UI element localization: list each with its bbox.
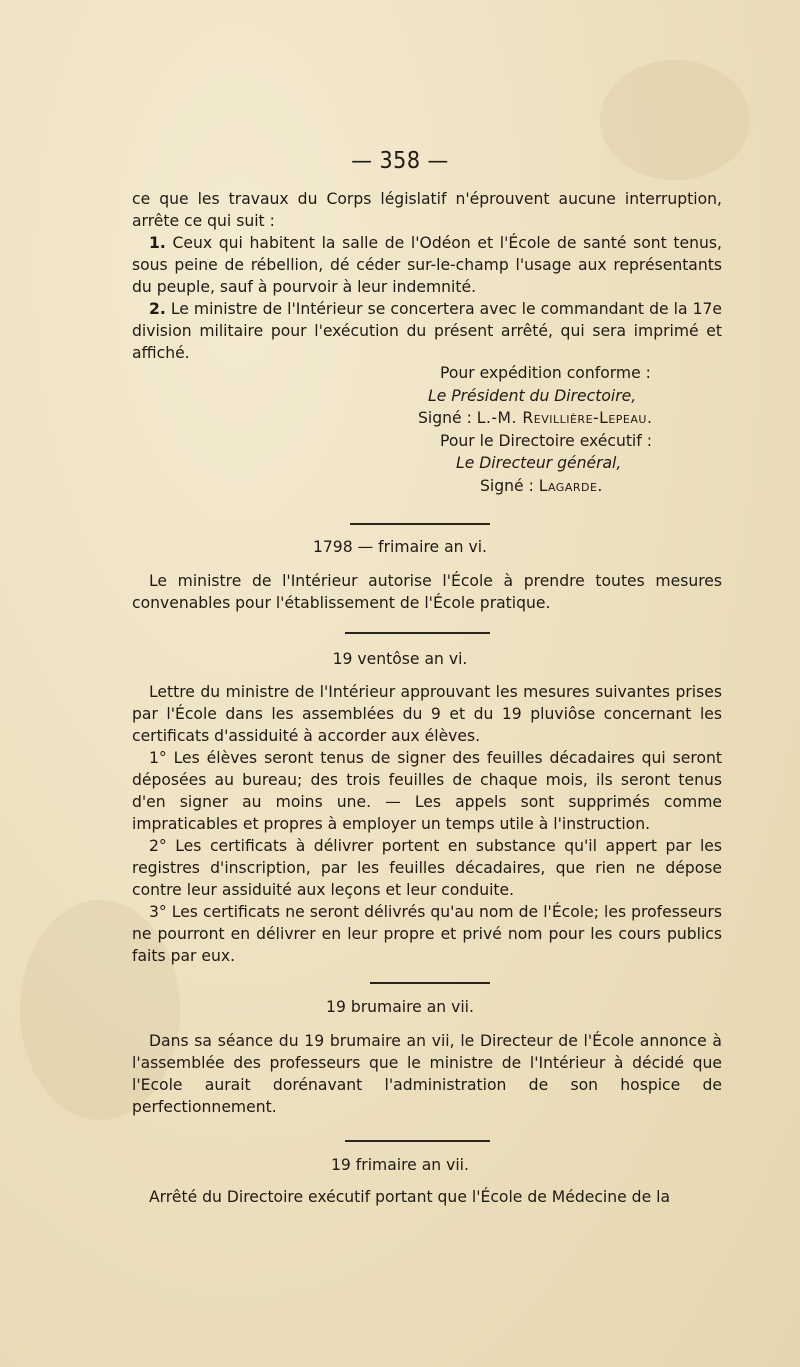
sig-line-6 [0,475,800,498]
paragraph-lettre-ministre: Lettre du ministre de l'Intérieur approuvant les mesures suivantes prises par l'École dans les assemblées du 9 et du 19 pluviôse concernant les certificats d'assiduité à accorder aux élèves. [132,683,722,745]
sig-name-lagarde: Lagarde. [538,476,603,495]
paragraph-frimaire-vi: Le ministre de l'Intérieur autorise l'École à prendre toutes mesures convenables pour l'établissement de l'École pratique. [132,572,722,612]
section-divider [350,523,490,525]
sig-prefix: Signé : [480,476,539,495]
paragraph-item-3: 3° Les certificats ne seront délivrés qu'au nom de l'École; les professeurs ne pourront en délivrer en leur propre et privé nom pour les cours publics faits par eux. [132,903,722,965]
sig-line-1: Pour expédition conforme : [440,364,651,382]
paragraph-item-2: 2° Les certificats à délivrer portent en substance qu'il appert par les registres d'inscription, par les feuilles décadaires, que rien ne dépose contre leur assiduité aux leçons et leur conduite. [132,837,722,899]
paragraph-item-1: 1° Les élèves seront tenus de signer des feuilles décadaires qui seront déposées au bureau; des trois feuilles de chaque mois, ils seront tenus d'en signer au moins une. — Les appels sont supprimés comme impraticables et propres à employer un temps utile à l'instruction. [132,749,722,833]
article-1 [132,232,722,298]
article-2-number: 2. [149,300,166,318]
section-heading-1798: 1798 — frimaire an vi. [312,538,488,556]
sig-line-5: Le Directeur général, [456,454,622,472]
signature-block [0,362,800,497]
article-1-text: Ceux qui habitent la salle de l'Odéon et l'École de santé sont tenus, sous peine de rébellion, dé céder sur-le-champ l'usage aux représentants du peuple, sauf à pourvoir à leur indemnité. [132,234,722,296]
section-divider [345,1140,490,1142]
section-heading-ventose-vi: 19 ventôse an vi. [332,650,468,668]
article-1-number: 1. [149,234,166,252]
sig-line-3 [0,407,800,430]
section-heading-frimaire-vii: 19 frimaire an vii. [331,1156,469,1174]
article-2 [132,298,722,364]
article-2-text: Le ministre de l'Intérieur se concertera avec le commandant de la 17e division militaire pour l'exécution du présent arrêté, qui sera imprimé et affiché. [132,300,722,362]
sig-line-2: Le Président du Directoire, [428,386,637,405]
section-divider [370,982,490,984]
sig-prefix: Signé : [418,409,477,427]
paragraph-frimaire-vii: Arrêté du Directoire exécutif portant que l'École de Médecine de la [149,1188,671,1206]
section-divider [345,632,490,634]
sig-name-revelliere: L.-M. Revillière-Lepeau. [476,409,653,427]
paragraph-brumaire-vii: Dans sa séance du 19 brumaire an vii, le Directeur de l'École annonce à l'assemblée des professeurs que le ministre de l'Intérieur à décidé que l'Ecole aurait dorénavant l'administration de son hospice de perfectionnement. [132,1032,722,1116]
section-heading-brumaire-vii: 19 brumaire an vii. [326,998,474,1016]
intro-paragraph: ce que les travaux du Corps législatif n'éprouvent aucune interruption, arrête ce qui suit : [132,190,722,230]
page-number: — 358 — [351,148,449,174]
sig-line-4: Pour le Directoire exécutif : [440,431,652,450]
